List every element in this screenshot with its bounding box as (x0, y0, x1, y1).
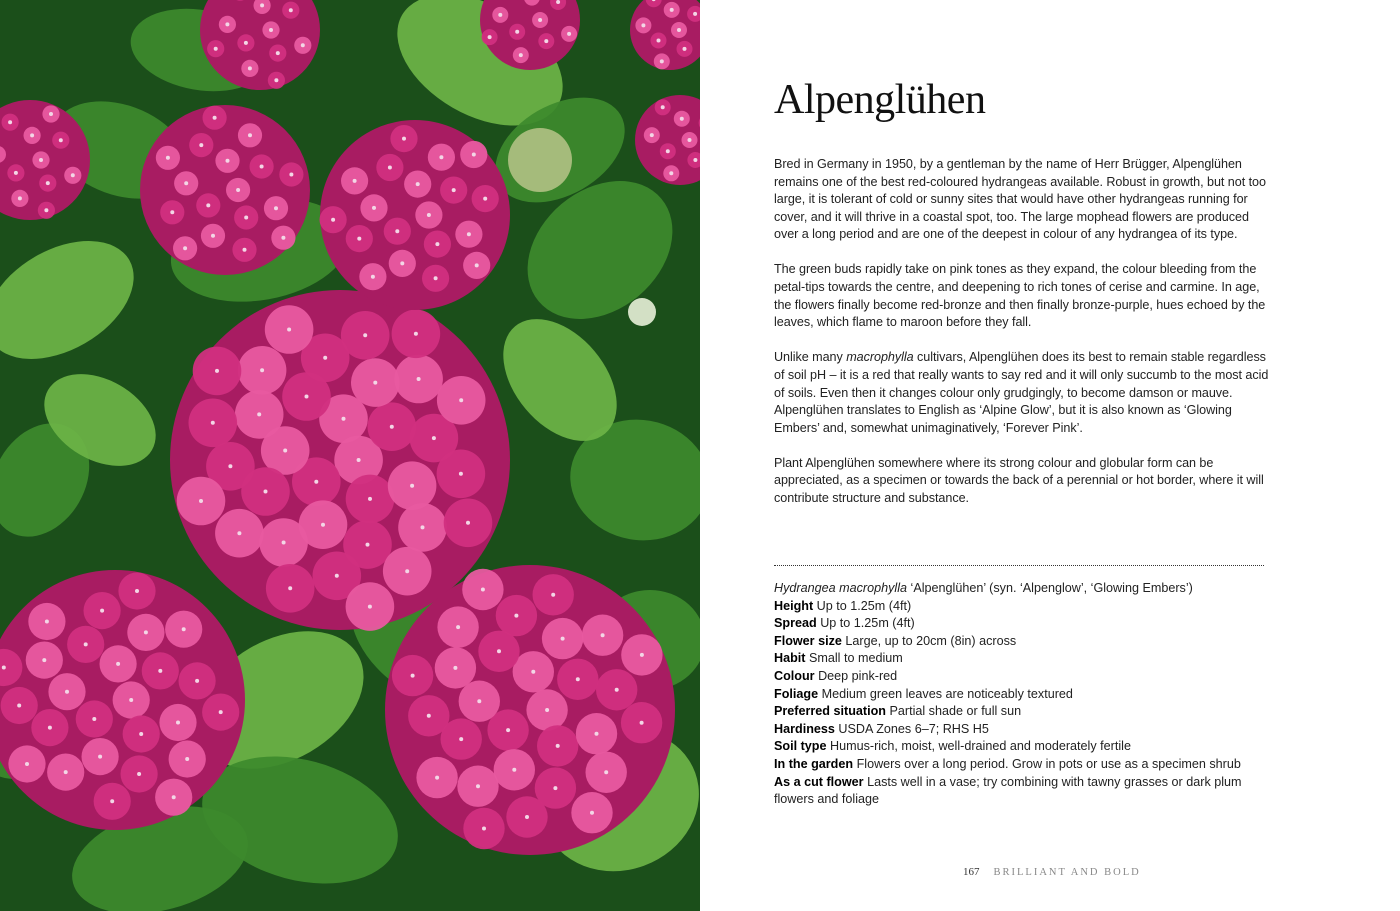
floret-center (84, 642, 88, 646)
botanical-name (774, 580, 1269, 598)
floret-center (48, 726, 52, 730)
floret-center (371, 275, 375, 279)
floret-center (368, 605, 372, 609)
floret-center (260, 368, 264, 372)
floret-center (44, 208, 48, 212)
floret-center (264, 490, 268, 494)
floret-center (595, 732, 599, 736)
fact-label: Preferred situation (774, 704, 886, 719)
floret-center (472, 153, 476, 157)
floret-center (435, 242, 439, 246)
floret-center (661, 105, 665, 109)
fact-row (774, 650, 1269, 668)
floret-center (199, 499, 203, 503)
floret-center (677, 28, 681, 32)
floret-center (590, 811, 594, 815)
floret-center (289, 173, 293, 177)
floret-center (390, 425, 394, 429)
floret-center (411, 674, 415, 678)
fact-label: Height (774, 598, 814, 613)
floret-center (144, 630, 148, 634)
floret-center (414, 332, 418, 336)
floret-center (497, 649, 501, 653)
floret-center (427, 213, 431, 217)
floret-center (683, 47, 687, 51)
floret-center (693, 12, 697, 16)
floret-center (39, 158, 43, 162)
fact-value: Partial shade or full sun (885, 704, 1022, 719)
floret-center (453, 666, 457, 670)
floret-center (435, 776, 439, 780)
fact-label: Spread (774, 616, 817, 631)
floret-center (199, 143, 203, 147)
floret-center (475, 263, 479, 267)
floret-center (353, 179, 357, 183)
fact-value: Flowers over a long period. Grow in pots or use as a specimen shrub (853, 756, 1241, 771)
floret-center (402, 137, 406, 141)
floret-center (366, 543, 370, 547)
floret-center (244, 216, 248, 220)
floret-center (373, 381, 377, 385)
paragraph-3-run: Unlike many (774, 350, 847, 365)
floret-center (243, 248, 247, 252)
floret-center (25, 762, 29, 766)
floret-center (237, 531, 241, 535)
floret-center (248, 133, 252, 137)
fact-value: Humus-rich, moist, well-drained and moderately fertile (826, 739, 1131, 754)
fact-row (774, 721, 1269, 739)
fact-label: In the garden (774, 756, 854, 771)
floret-center (45, 620, 49, 624)
floret-center (417, 377, 421, 381)
floret-center (452, 188, 456, 192)
floret-center (139, 732, 143, 736)
floret-center (641, 23, 645, 27)
floret-center (211, 421, 215, 425)
floret-center (657, 39, 661, 43)
floret-center (158, 669, 162, 673)
fact-row (774, 598, 1269, 616)
floret-center (226, 159, 230, 163)
floret-center (342, 417, 346, 421)
floret-center (693, 158, 697, 162)
fact-row (774, 738, 1269, 756)
floret-center (482, 827, 486, 831)
floret-center (276, 51, 280, 55)
floret-center (372, 206, 376, 210)
floret-center (260, 3, 264, 7)
floret-center (669, 171, 673, 175)
floret-center (260, 165, 264, 169)
floret-center (283, 449, 287, 453)
paragraph-3 (774, 349, 1269, 437)
floret-center (116, 662, 120, 666)
floret-center (388, 166, 392, 170)
floret-center (274, 78, 278, 82)
floret-center (183, 246, 187, 250)
text-page (700, 0, 1400, 911)
fact-value: Large, up to 20cm (8in) across (841, 633, 1017, 648)
floret-center (18, 196, 22, 200)
floret-center (410, 484, 414, 488)
paragraph-2-run: The green buds rapidly take on pink tones as they expand, the colour bleeding from the petal-tips towards the centre, and deepening to rich tones of cerise and carmine. In age, the flowers finally become red-bronze and then finally bronze-purple, hues echoed by the leaves, which flame to maroon before they fall. (774, 262, 1266, 330)
floret-center (544, 39, 548, 43)
fact-label: As a cut flower (774, 774, 864, 789)
page-footer (963, 866, 1141, 878)
floret-center (185, 757, 189, 761)
floret-center (551, 593, 555, 597)
floret-center (42, 658, 46, 662)
floret-center (331, 218, 335, 222)
fact-row (774, 774, 1269, 809)
floret-center (467, 232, 471, 236)
floret-center (640, 721, 644, 725)
floret-center (434, 276, 438, 280)
floret-center (219, 710, 223, 714)
bud-cluster (628, 298, 656, 326)
floret-center (282, 541, 286, 545)
floret-center (17, 704, 21, 708)
floret-center (545, 708, 549, 712)
floret-center (305, 395, 309, 399)
floret-center (30, 133, 34, 137)
floret-center (166, 156, 170, 160)
floret-center (269, 28, 273, 32)
floret-center (184, 181, 188, 185)
floret-center (170, 210, 174, 214)
floret-center (49, 112, 53, 116)
paragraph-3-run: macrophylla (846, 350, 914, 365)
floret-center (314, 480, 318, 484)
floret-center (368, 497, 372, 501)
fact-value: Up to 1.25m (4ft) (816, 616, 915, 631)
fact-row (774, 615, 1269, 633)
floret-center (257, 412, 261, 416)
floret-center (506, 728, 510, 732)
floret-center (281, 236, 285, 240)
floret-center (213, 116, 217, 120)
floret-center (357, 458, 361, 462)
floret-center (514, 614, 518, 618)
floret-center (206, 203, 210, 207)
floret-center (92, 717, 96, 721)
floret-center (459, 737, 463, 741)
floret-center (323, 356, 327, 360)
floret-center (214, 47, 218, 51)
floret-center (481, 588, 485, 592)
floret-center (64, 770, 68, 774)
page-number: 167 (963, 866, 980, 878)
floret-center (421, 525, 425, 529)
floret-center (46, 181, 50, 185)
floret-center (538, 18, 542, 22)
page-title: Alpenglühen (774, 77, 986, 123)
floret-center (666, 149, 670, 153)
floret-center (556, 744, 560, 748)
floret-center (459, 398, 463, 402)
fact-row (774, 633, 1269, 651)
floret-center (556, 0, 560, 4)
floret-center (561, 637, 565, 641)
floret-center (2, 666, 6, 670)
fact-label: Flower size (774, 633, 842, 648)
floret-center (427, 714, 431, 718)
floret-center (14, 171, 18, 175)
floret-center (248, 66, 252, 70)
floret-center (59, 138, 63, 142)
floret-center (236, 188, 240, 192)
floret-center (195, 679, 199, 683)
floret-center (680, 117, 684, 121)
bud-cluster (508, 128, 572, 192)
floret-center (274, 206, 278, 210)
floret-center (182, 627, 186, 631)
floret-center (8, 120, 12, 124)
paragraph-1-run: Bred in Germany in 1950, by a gentleman by the name of Herr Brügger, Alpenglühen remains one of the best red-coloured hydrangeas available. Robust in growth, but not too large, it is tolerant of cold or sunny sites that would have other hydrangeas running for cover, and it will thrive in a coastal spot, too. The large mophead flowers are produced over a long period and are one of the deepest in colour of any hydrangea of its type. (774, 157, 1266, 242)
floret-center (498, 13, 502, 17)
floret-center (301, 43, 305, 47)
botanical-name-cultivar: ‘Alpenglühen’ (syn. ‘Alpenglow’, ‘Glowing Embers’) (907, 581, 1193, 595)
floret-center (287, 328, 291, 332)
floret-center (288, 586, 292, 590)
floret-center (476, 784, 480, 788)
dotted-divider (774, 565, 1264, 566)
fact-label: Foliage (774, 686, 819, 701)
floret-center (660, 59, 664, 63)
floret-center (416, 182, 420, 186)
floret-center (466, 521, 470, 525)
floret-center (615, 688, 619, 692)
floret-center (688, 138, 692, 142)
floret-center (335, 574, 339, 578)
floret-center (525, 815, 529, 819)
fact-value: Deep pink-red (814, 668, 898, 683)
floret-center (432, 436, 436, 440)
fact-value: Up to 1.25m (4ft) (813, 598, 912, 613)
paragraph-4 (774, 455, 1269, 508)
fact-value: Medium green leaves are noticeably textured (818, 686, 1073, 701)
floret-center (553, 786, 557, 790)
floret-center (477, 699, 481, 703)
paragraph-4-run: Plant Alpenglühen somewhere where its strong colour and globular form can be appreciated, as a specimen or towards the back of a perennial or hot border, where it will contribute structure and substance. (774, 455, 1264, 505)
floret-center (215, 369, 219, 373)
paragraph-3-run: cultivars, Alpenglühen does its best to remain stable regardless of soil pH – it is a red that really wants to say red and it will only succumb to the most acid of soils. Even then it changes colour only grudgingly, to become damson or mauve. Alpenglühen translates to English as ‘Alpine Glow’, but it is also known as ‘Glowing Embers’ and, somewhat unimaginatively, ‘Forever Pink’. (774, 350, 1269, 435)
floret-center (515, 30, 519, 34)
floret-center (439, 155, 443, 159)
floret-center (576, 677, 580, 681)
plant-facts (774, 580, 1269, 809)
floret-center (228, 464, 232, 468)
fact-label: Colour (774, 668, 815, 683)
fact-label: Hardiness (774, 721, 835, 736)
floret-center (400, 261, 404, 265)
fact-row (774, 668, 1269, 686)
floret-center (357, 237, 361, 241)
chapter-title: BRILLIANT AND BOLD (993, 867, 1141, 878)
floret-center (244, 41, 248, 45)
floret-center (137, 772, 141, 776)
fact-value: Lasts well in a vase; try combining with tawny grasses or dark plum flowers and foliage (774, 774, 1242, 807)
paragraph-2 (774, 261, 1269, 331)
floret-center (129, 698, 133, 702)
floret-center (459, 472, 463, 476)
floret-center (176, 721, 180, 725)
floret-center (395, 229, 399, 233)
floret-center (289, 8, 293, 12)
fact-value: Small to medium (805, 651, 903, 666)
fact-label: Soil type (774, 739, 827, 754)
floret-center (100, 609, 104, 613)
floret-center (601, 633, 605, 637)
floret-center (65, 690, 69, 694)
floret-center (488, 35, 492, 39)
floret-center (512, 768, 516, 772)
floret-center (172, 795, 176, 799)
fact-row (774, 756, 1269, 774)
floret-center (405, 569, 409, 573)
floret-center (110, 799, 114, 803)
floret-center (363, 333, 367, 337)
floret-center (98, 755, 102, 759)
floret-center (670, 8, 674, 12)
floret-center (650, 133, 654, 137)
floret-center (225, 22, 229, 26)
floret-center (211, 234, 215, 238)
botanical-name-latin: Hydrangea macrophylla (774, 581, 908, 595)
body-text (774, 156, 1269, 525)
floret-center (640, 653, 644, 657)
floret-center (483, 197, 487, 201)
paragraph-1 (774, 156, 1269, 244)
floret-center (321, 523, 325, 527)
fact-value: USDA Zones 6–7; RHS H5 (834, 721, 989, 736)
floret-center (567, 32, 571, 36)
floret-center (604, 770, 608, 774)
fact-row (774, 703, 1269, 721)
fact-row (774, 686, 1269, 704)
floret-center (531, 670, 535, 674)
fact-label: Habit (774, 651, 806, 666)
floret-center (519, 53, 523, 57)
floret-center (71, 173, 75, 177)
floret-center (135, 589, 139, 593)
facts-list (774, 598, 1269, 809)
floret-center (456, 625, 460, 629)
